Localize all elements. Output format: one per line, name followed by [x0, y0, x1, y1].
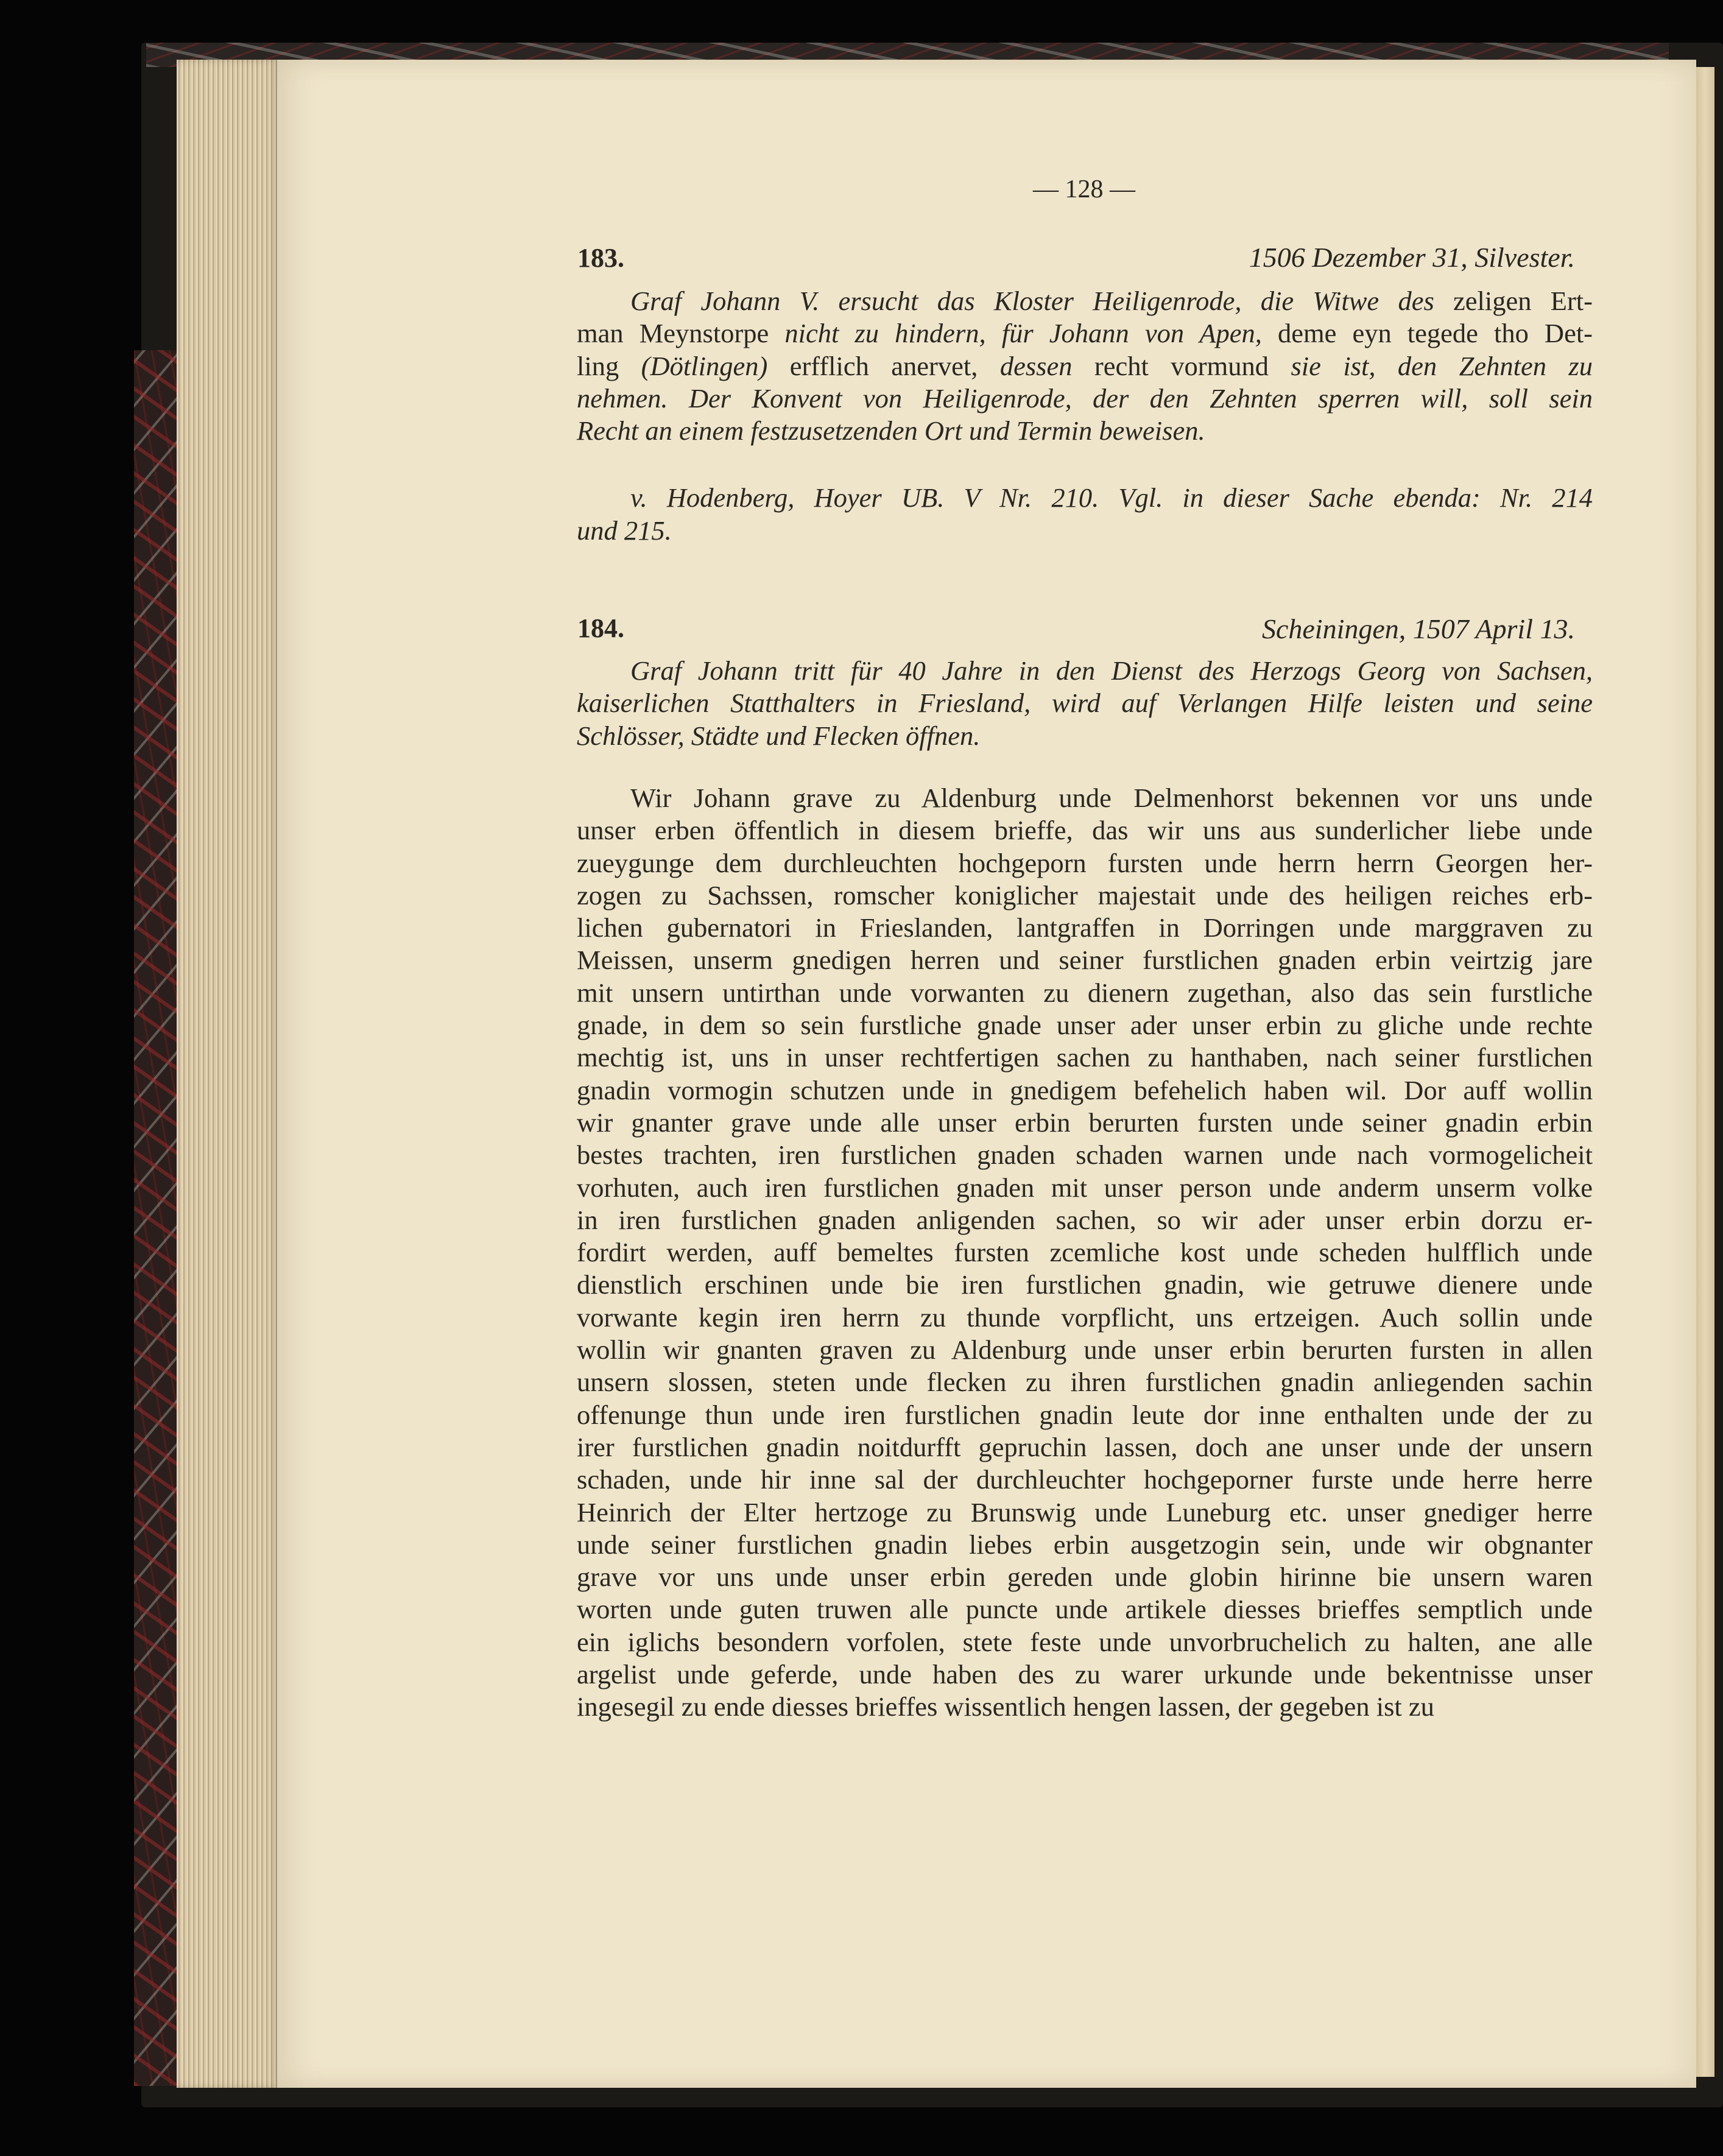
text-line: v. Hodenberg, Hoyer UB. V Nr. 210. Vgl. in dieser Sache ebenda: Nr. 214: [630, 482, 1593, 513]
text-segment: man Meynstorpe: [577, 318, 785, 349]
entry-183-abstract: [577, 285, 1593, 447]
entry-184-number: 184.: [577, 613, 624, 643]
text-line: lichen gubernatori in Frieslanden, lantgraffen in Dorringen unde marggraven zu: [577, 912, 1593, 943]
text-segment: Recht an einem festzusetzenden Ort und Termin beweisen.: [577, 415, 1205, 446]
text-line: dienstlich erschinen unde bie iren furstlichen gnadin, wie getruwe dienere unde: [577, 1269, 1593, 1300]
text-segment: Graf Johann V. ersucht das Kloster Heiligenrode, die Witwe des: [630, 286, 1454, 316]
text-line: unde seiner furstlichen gnadin liebes erbin ausgetzogin sein, unde wir obgnanter: [577, 1529, 1593, 1560]
text-line: wollin wir gnanten graven zu Aldenburg unde unser erbin berurten fursten in allen: [577, 1334, 1593, 1365]
text-line: Graf Johann tritt für 40 Jahre in den Dienst des Herzogs Georg von Sachsen,: [630, 655, 1593, 686]
text-line: ingesegil zu ende diesses brieffes wissentlich hengen lassen, der gegeben ist zu: [577, 1691, 1434, 1722]
text-line: schaden, unde hir inne sal der durchleuchter hochgeporner furste unde herre herre: [577, 1464, 1593, 1495]
entry-183-number: 183.: [577, 243, 624, 273]
text-line: Meissen, unserm gnedigen herren und seiner furstlichen gnaden erbin veirtzig jare: [577, 945, 1593, 976]
text-line: mit unsern untirthan unde vorwanten zu dienern zugethan, also das sein furstliche: [577, 977, 1593, 1008]
text-line: grave vor uns unde unser erbin gereden unde globin hirinne bie unsern waren: [577, 1562, 1593, 1593]
entry-184-date: Scheiningen, 1507 April 13.: [1261, 613, 1575, 644]
page-number: — 128 —: [1033, 175, 1135, 203]
text-line: worten unde guten truwen alle puncte unde artikele diesses brieffes semptlich unde: [577, 1594, 1593, 1625]
text-segment: erfflich anervet,: [789, 350, 1000, 381]
text-line: zueygunge dem durchleuchten hochgeporn fursten unde herrn herrn Georgen her-: [577, 847, 1593, 878]
text-line: irer furstlichen gnadin noitdurfft gepruchin lassen, doch ane unser unde der unsern: [577, 1431, 1593, 1462]
text-line: ein iglichs besondern vorfolen, stete feste unde unvorbruchelich zu halten, ane alle: [577, 1626, 1593, 1657]
text-line: mechtig ist, uns in unser rechtfertigen sachen zu hanthaben, nach seiner furstlichen: [577, 1042, 1593, 1073]
text-line: [577, 285, 1593, 317]
entry-184-abstract: [577, 655, 1593, 752]
text-segment: nehmen. Der Konvent von Heiligenrode, der den Zehnten sperren will, soll sein: [577, 382, 1593, 414]
text-line: bestes trachten, iren furstlichen gnaden schaden warnen unde nach vormogelicheit: [577, 1140, 1593, 1171]
text-line: gnade, in dem so sein furstliche gnade unser ader unser erbin zu gliche unde rechte: [577, 1010, 1593, 1041]
text-line: argelist unde geferde, unde haben des zu warer urkunde unde bekentnisse unser: [577, 1659, 1593, 1690]
text-line: [577, 350, 1593, 382]
text-segment: ling: [577, 350, 641, 381]
text-line: zogen zu Sachssen, romscher koniglicher majestait unde des heiligen reiches erb-: [577, 879, 1593, 911]
text-segment: dessen: [999, 350, 1094, 381]
text-line: [577, 317, 1593, 350]
text-line: wir gnanter grave unde alle unser erbin berurten fursten unde seiner gnadin erbin: [577, 1107, 1593, 1138]
entry-183-source: [577, 481, 1593, 547]
text-segment: recht vormund: [1094, 350, 1291, 381]
text-segment: nicht zu hindern, für Johann von Apen,: [784, 318, 1278, 349]
text-line: Schlösser, Städte und Flecken öffnen.: [577, 720, 981, 751]
text-line: unser erben öffentlich in diesem brieffe, das wir uns aus sunderlicher liebe unde: [577, 815, 1593, 846]
text-line: vorhuten, auch iren furstlichen gnaden mit unser person unde anderm unserm volke: [577, 1172, 1593, 1203]
text-line: in iren furstlichen gnaden anligenden sachen, so wir ader unser erbin dorzu er-: [577, 1204, 1593, 1235]
text-line: unsern slossen, steten unde flecken zu ihren furstlichen gnadin anliegenden sachin: [577, 1367, 1593, 1398]
text-line: [577, 382, 1593, 415]
text-line: fordirt werden, auff bemeltes fursten zcemliche kost unde scheden hulfflich unde: [577, 1237, 1593, 1268]
text-line: gnadin vormogin schutzen unde in gnedigem befehelich haben wil. Dor auff wollin: [577, 1074, 1593, 1105]
text-segment: deme eyn tegede tho Det-: [1278, 318, 1593, 349]
text-line: Heinrich der Elter hertzoge zu Brunswig unde Luneburg etc. unser gnediger herre: [577, 1496, 1593, 1527]
text-segment: zeligen Ert-: [1453, 286, 1593, 316]
text-line: vorwante kegin iren herrn zu thunde vorpflicht, uns ertzeigen. Auch sollin unde: [577, 1302, 1593, 1333]
text-line: [577, 415, 1593, 447]
entry-183-date: 1506 Dezember 31, Silvester.: [1249, 242, 1575, 273]
entry-184-body: [577, 782, 1593, 1724]
text-segment: (Dötlingen): [641, 350, 790, 381]
text-line: kaiserlichen Statthalters in Friesland, wird auf Verlangen Hilfe leisten und seine: [577, 688, 1593, 719]
text-line: offenunge thun unde iren furstlichen gnadin leute dor inne enthalten unde der zu: [577, 1399, 1593, 1430]
text-line: und 215.: [577, 515, 672, 546]
page-block-edges: [177, 60, 280, 2088]
text-line: Wir Johann grave zu Aldenburg unde Delmenhorst bekennen vor uns unde: [630, 783, 1593, 813]
text-segment: sie ist, den Zehnten zu: [1291, 350, 1593, 381]
